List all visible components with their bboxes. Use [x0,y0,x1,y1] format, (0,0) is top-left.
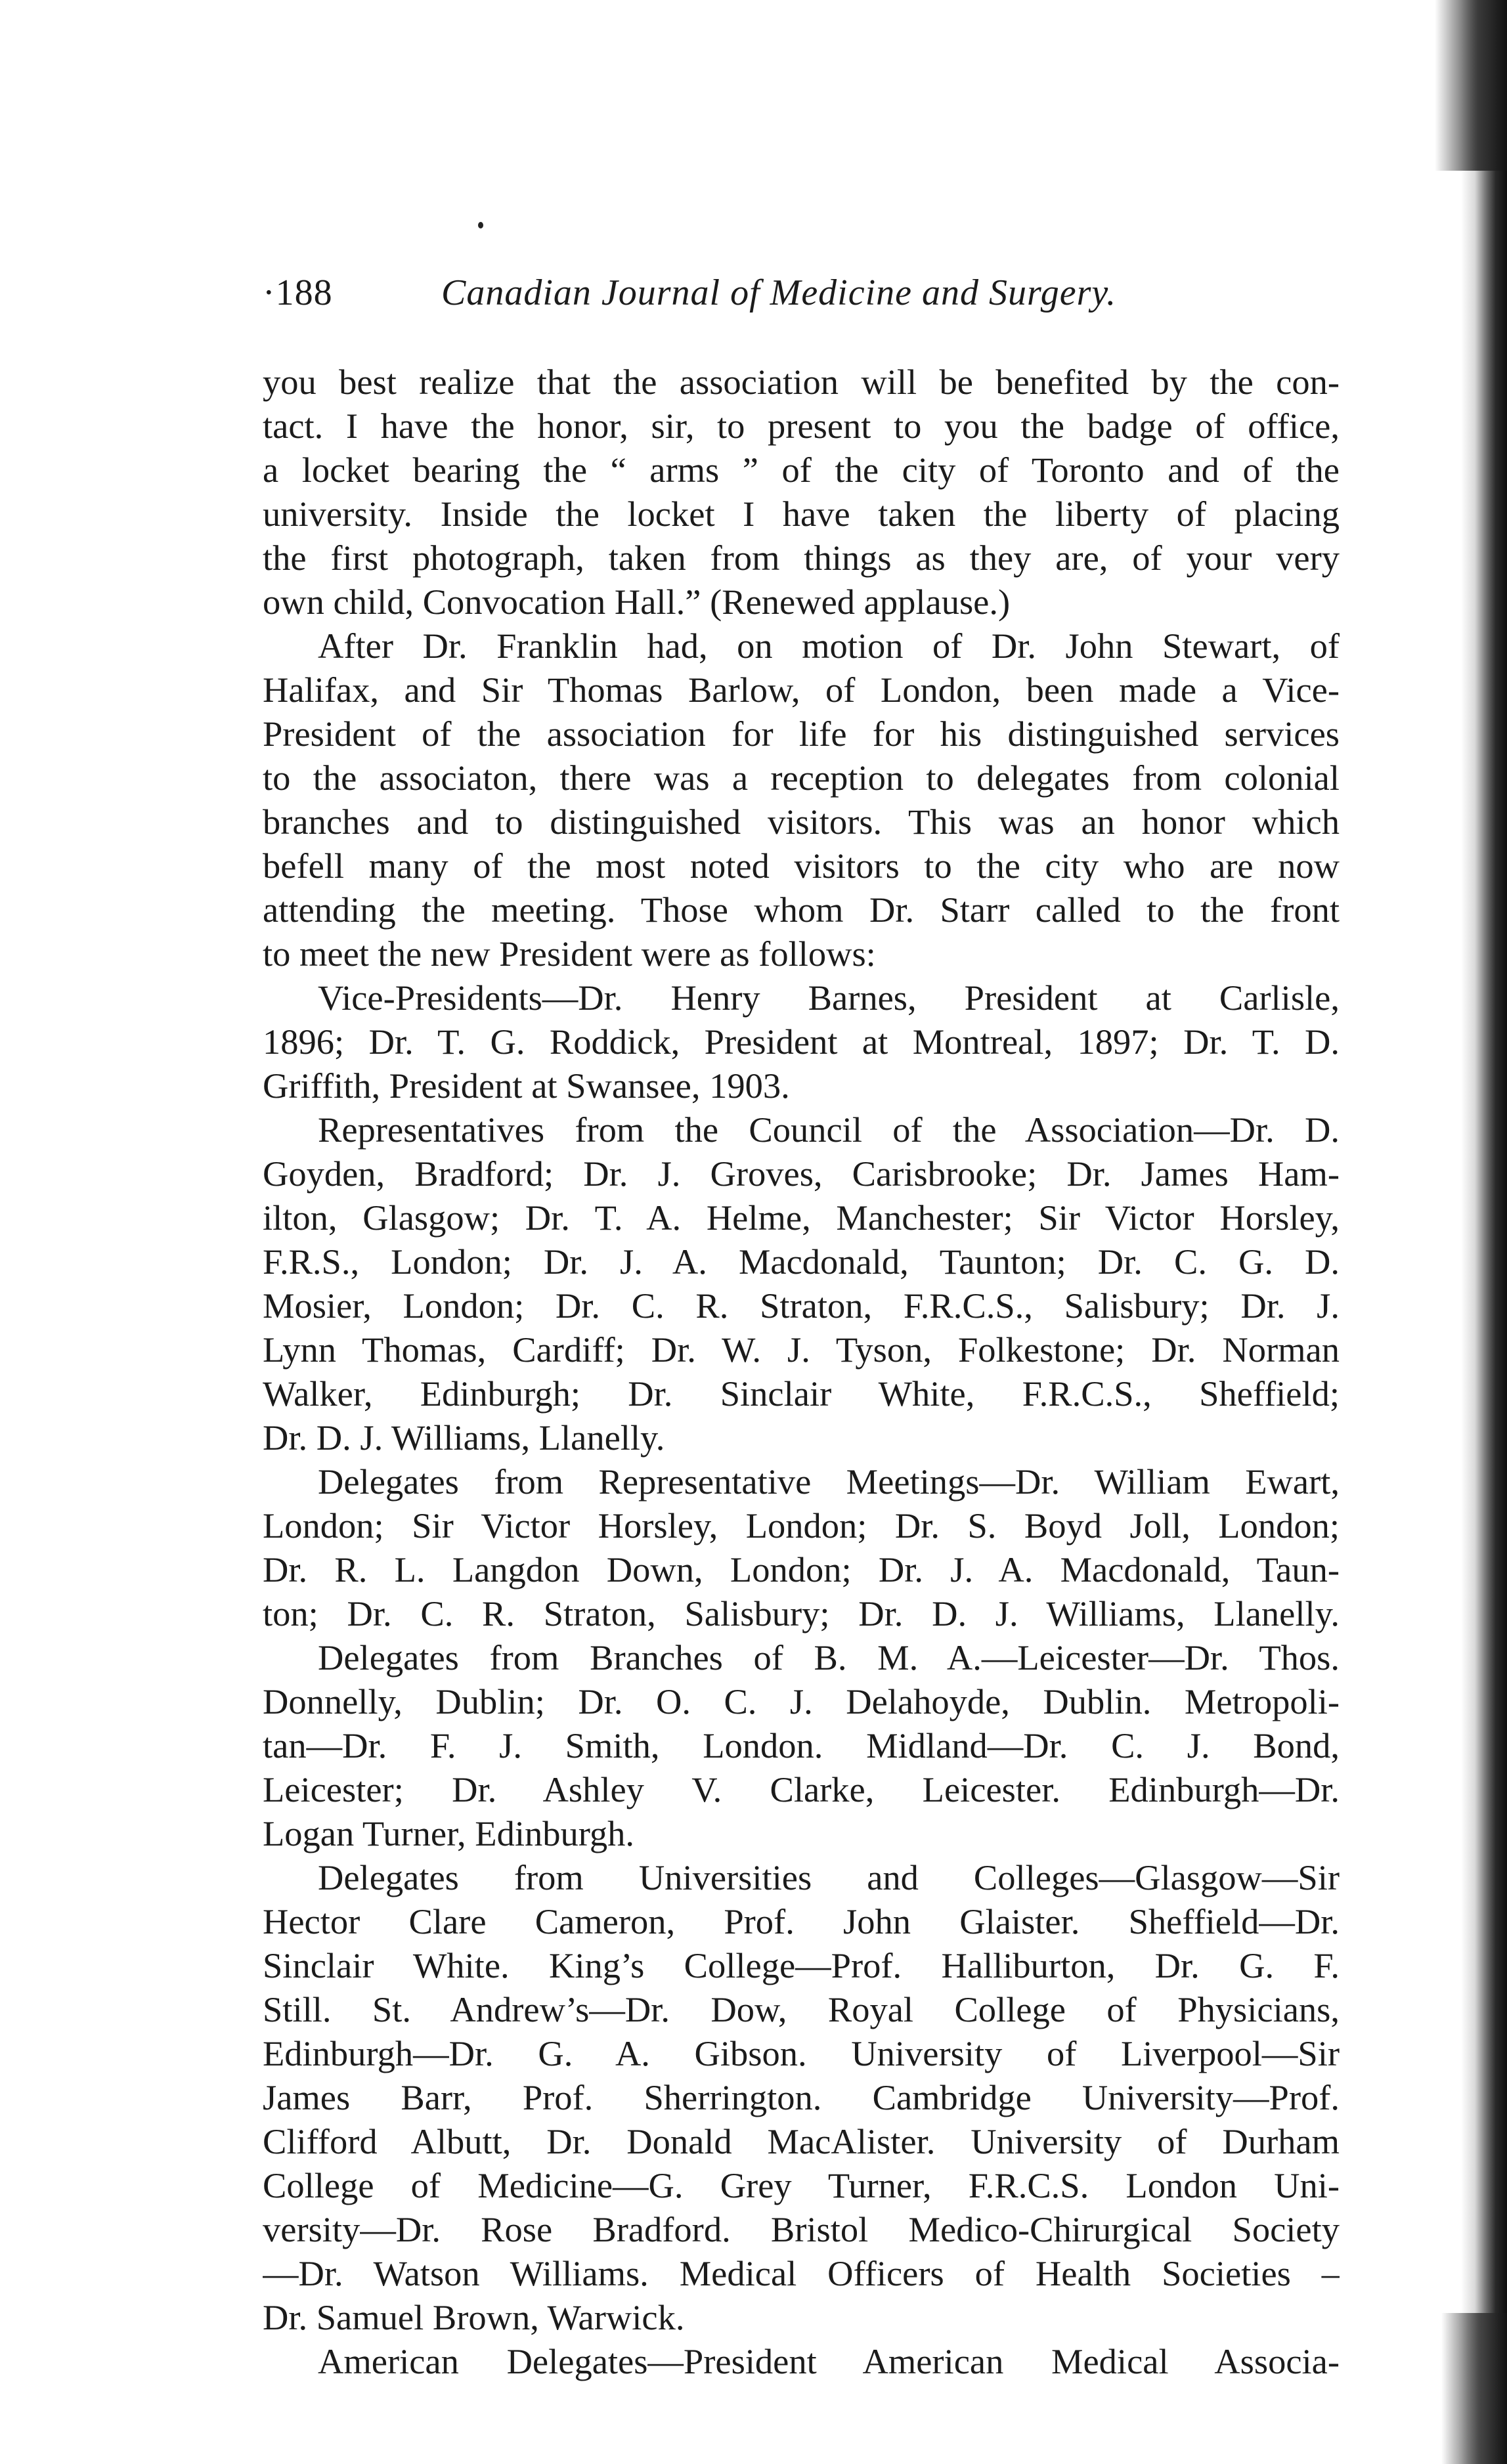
binding-shadow-bottom [1441,2313,1507,2464]
text-line: Lynn Thomas, Cardiff; Dr. W. J. Tyson, Folkestone; Dr. Norman [263,1329,1340,1370]
binding-shadow-top [1435,0,1507,171]
text-line: a locket bearing the “ arms ” of the city of Toronto and of the [263,450,1340,490]
text-line: ton; Dr. C. R. Straton, Salisbury; Dr. D. J. Williams, Llanelly. [263,1593,1340,1633]
text-line: to meet the new President were as follows: [263,934,876,974]
text-line: Dr. D. J. Williams, Llanelly. [263,1417,665,1458]
text-line: Hector Clare Cameron, Prof. John Glaister. Sheffield—Dr. [263,1901,1340,1941]
text-line: own child, Convocation Hall.” (Renewed applause.) [263,582,1011,622]
text-line: Representatives from the Council of the Association—Dr. D. [318,1110,1340,1150]
text-line: Delegates from Universities and Colleges—Glasgow—Sir [318,1857,1340,1897]
ink-speck [478,222,483,228]
text-line: the first photograph, taken from things as they are, of your very [263,538,1340,578]
text-line: attending the meeting. Those whom Dr. Starr called to the front [263,890,1340,930]
text-line: James Barr, Prof. Sherrington. Cambridge University—Prof. [263,2077,1340,2117]
text-line: —Dr. Watson Williams. Medical Officers of Health Societies – [263,2253,1340,2293]
text-line: After Dr. Franklin had, on motion of Dr. John Stewart, of [318,626,1340,666]
text-line: Dr. R. L. Langdon Down, London; Dr. J. A. Macdonald, Taun- [263,1549,1340,1589]
text-line: Dr. Samuel Brown, Warwick. [263,2297,685,2337]
binding-edge [1461,0,1507,2464]
text-line: Halifax, and Sir Thomas Barlow, of London, been made a Vice- [263,670,1340,710]
text-line: Delegates from Representative Meetings—Dr. William Ewart, [318,1461,1340,1502]
running-header [263,272,1340,331]
text-line: F.R.S., London; Dr. J. A. Macdonald, Taunton; Dr. C. G. D. [263,1242,1340,1282]
text-line: Griffith, President at Swansee, 1903. [263,1066,790,1106]
text-line: Mosier, London; Dr. C. R. Straton, F.R.C.S., Salisbury; Dr. J. [263,1286,1340,1326]
text-line: you best realize that the association will be benefited by the con- [263,362,1340,402]
text-line: befell many of the most noted visitors to the city who are now [263,846,1340,886]
text-line: Still. St. Andrew’s—Dr. Dow, Royal College of Physicians, [263,1989,1340,2029]
text-line: Donnelly, Dublin; Dr. O. C. J. Delahoyde, Dublin. Metropoli- [263,1681,1340,1721]
text-line: American Delegates—President American Medical Associa- [318,2341,1340,2381]
text-line: 1896; Dr. T. G. Roddick, President at Montreal, 1897; Dr. T. D. [263,1022,1340,1062]
body-text [263,360,1340,2383]
text-line: Walker, Edinburgh; Dr. Sinclair White, F.R.C.S., Sheffield; [263,1373,1340,1414]
text-line: ilton, Glasgow; Dr. T. A. Helme, Manchester; Sir Victor Horsley, [263,1198,1340,1238]
text-line: university. Inside the locket I have taken the liberty of placing [263,494,1340,534]
text-line: President of the association for life for his distinguished services [263,714,1340,754]
text-line: Vice-Presidents—Dr. Henry Barnes, President at Carlisle, [318,978,1340,1018]
text-line: Edinburgh—Dr. G. A. Gibson. University of Liverpool—Sir [263,2033,1340,2073]
text-line: Clifford Albutt, Dr. Donald MacAlister. University of Durham [263,2121,1340,2161]
running-title: Canadian Journal of Medicine and Surgery. [441,272,1117,313]
text-line: versity—Dr. Rose Bradford. Bristol Medico-Chirurgical Society [263,2209,1340,2249]
page-number: ·188 [263,272,333,313]
text-line: Sinclair White. King’s College—Prof. Halliburton, Dr. G. F. [263,1945,1340,1985]
text-line: to the associaton, there was a reception to delegates from colonial [263,758,1340,798]
text-line: tact. I have the honor, sir, to present to you the badge of office, [263,406,1340,446]
text-line: Delegates from Branches of B. M. A.—Leicester—Dr. Thos. [318,1637,1340,1677]
text-line: Leicester; Dr. Ashley V. Clarke, Leicester. Edinburgh—Dr. [263,1769,1340,1809]
text-line: College of Medicine—G. Grey Turner, F.R.C.S. London Uni- [263,2165,1340,2205]
text-line: tan—Dr. F. J. Smith, London. Midland—Dr. C. J. Bond, [263,1725,1340,1765]
text-line: Goyden, Bradford; Dr. J. Groves, Carisbrooke; Dr. James Ham- [263,1154,1340,1194]
text-line: Logan Turner, Edinburgh. [263,1813,635,1853]
text-line: branches and to distinguished visitors. This was an honor which [263,802,1340,842]
text-line: London; Sir Victor Horsley, London; Dr. S. Boyd Joll, London; [263,1505,1340,1545]
